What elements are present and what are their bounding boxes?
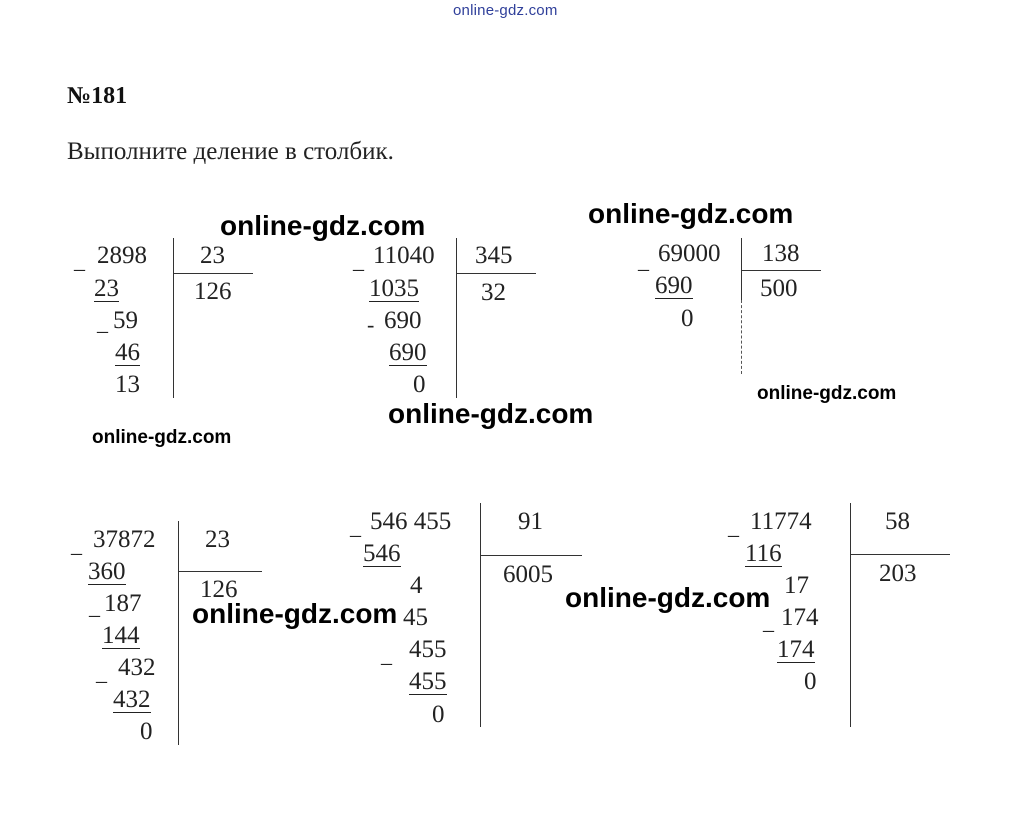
minus-sign: _ — [71, 532, 82, 557]
division-bar-horizontal — [480, 555, 582, 556]
step: 187 — [104, 590, 142, 617]
minus-sign: _ — [638, 248, 649, 273]
task-number: №181 — [67, 83, 128, 109]
quotient: 500 — [760, 275, 798, 302]
watermark: online-gdz.com — [388, 398, 594, 429]
step: 432 — [118, 654, 156, 681]
divisor: 23 — [200, 242, 225, 269]
step: 690 — [384, 307, 422, 334]
remainder: 13 — [115, 371, 140, 398]
dividend: 37872 — [93, 526, 156, 553]
remainder: 0 — [413, 371, 426, 398]
step: 17 — [784, 572, 809, 599]
minus-sign: _ — [97, 310, 108, 335]
division-bar-vertical — [178, 521, 179, 745]
step: 45 — [403, 604, 428, 631]
remainder: 0 — [140, 718, 153, 745]
division-bar-horizontal — [178, 571, 262, 572]
step: 360 — [88, 558, 126, 585]
minus-sign: _ — [350, 514, 361, 539]
watermark: online-gdz.com — [192, 598, 398, 629]
division-bar-horizontal — [173, 273, 253, 274]
step: 432 — [113, 686, 151, 713]
step: 59 — [113, 307, 138, 334]
division-bar-vertical — [456, 238, 457, 398]
divisor: 58 — [885, 508, 910, 535]
division-bar-horizontal — [850, 554, 950, 555]
step: 1035 — [369, 275, 419, 302]
divisor: 91 — [518, 508, 543, 535]
step: 4 — [410, 572, 423, 599]
quotient: 32 — [481, 279, 506, 306]
minus-sign: _ — [763, 609, 774, 634]
watermark: online-gdz.com — [220, 210, 426, 241]
minus-sign: _ — [728, 514, 739, 539]
step: 23 — [94, 275, 119, 302]
divisor: 345 — [475, 242, 513, 269]
minus-sign: _ — [353, 248, 364, 273]
step: 690 — [389, 339, 427, 366]
step: 546 — [363, 540, 401, 567]
dividend: 11040 — [373, 242, 435, 269]
step: 455 — [409, 636, 447, 663]
minus-sign: _ — [96, 660, 107, 685]
step: 455 — [409, 668, 447, 695]
step: 144 — [102, 622, 140, 649]
minus-sign: - — [367, 312, 375, 337]
watermark: online-gdz.com — [565, 582, 771, 613]
minus-sign: _ — [381, 642, 392, 667]
step: 116 — [745, 540, 782, 567]
quotient: 126 — [200, 576, 238, 603]
division-bar-vertical — [741, 238, 742, 300]
task-text: Выполните деление в столбик. — [67, 138, 394, 165]
minus-sign: _ — [89, 594, 100, 619]
watermark: online-gdz.com — [757, 383, 897, 404]
step: 174 — [777, 636, 815, 663]
step: 690 — [655, 272, 693, 299]
division-bar-vertical-faded — [741, 300, 742, 374]
dividend: 69000 — [658, 240, 721, 267]
minus-sign: _ — [74, 248, 85, 273]
dividend: 546 455 — [370, 508, 452, 535]
step: 174 — [781, 604, 819, 631]
watermark: online-gdz.com — [588, 198, 794, 229]
step: 46 — [115, 339, 140, 366]
division-bar-horizontal — [741, 270, 821, 271]
dividend: 2898 — [97, 242, 147, 269]
remainder: 0 — [432, 701, 445, 728]
remainder: 0 — [804, 668, 817, 695]
quotient: 126 — [194, 278, 232, 305]
quotient: 203 — [879, 560, 917, 587]
division-bar-horizontal — [456, 273, 536, 274]
divisor: 23 — [205, 526, 230, 553]
quotient: 6005 — [503, 561, 553, 588]
division-bar-vertical — [850, 503, 851, 727]
site-header-link[interactable]: online-gdz.com — [453, 2, 558, 19]
division-bar-vertical — [480, 503, 481, 727]
dividend: 11774 — [750, 508, 812, 535]
remainder: 0 — [681, 305, 694, 332]
watermark: online-gdz.com — [92, 427, 232, 448]
division-bar-vertical — [173, 238, 174, 398]
divisor: 138 — [762, 240, 800, 267]
